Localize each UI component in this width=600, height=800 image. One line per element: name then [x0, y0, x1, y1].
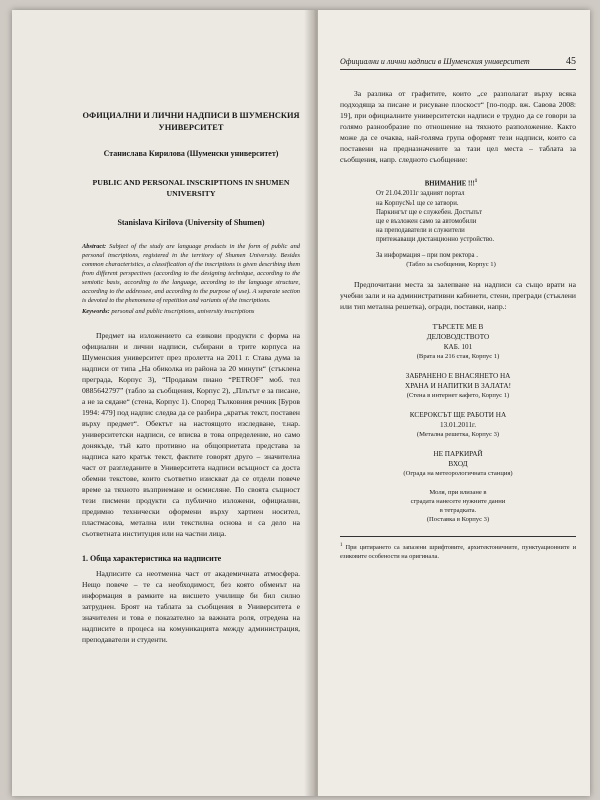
right-paragraph-1: За разлика от графитите, които „се разполагат върху всяка подходяща за писане и рисуване плоскост“ [по-подр. вж. Савова 2008: 19], при официалните университетски надписи е трудно да се говори за голямо разнообразие по отношение на тяхното разположение. Както може да се очаква, най-голяма група оформят тези надписи, които са поставени на предназначените за тази цел места – таблата за съобщения, напр. следното съобщение: — [340, 89, 576, 164]
right-page — [318, 10, 590, 796]
right-page-content — [340, 56, 576, 561]
example-1-line-2: ДЕЛОВОДСТВОТО — [426, 332, 490, 341]
example-3-line-1: КСЕРОКСЪТ ЩЕ РАБОТИ НА — [409, 410, 507, 419]
book-spread — [12, 10, 590, 796]
example-2-line-2: ХРАНА И НАПИТКИ В ЗАЛАТА! — [405, 381, 511, 390]
notice-line-2: на Корпус№1 ще се затвори. — [376, 199, 459, 207]
article-title-en: PUBLIC AND PERSONAL INSCRIPTIONS IN SHUMEN UNIVERSITY — [92, 178, 290, 198]
keywords-text: personal and public inscriptions, university inscriptions — [111, 308, 255, 315]
notice-info: За информация – при пом ректора . — [376, 251, 478, 259]
notice-line-1: От 21.04.2011г задният портал — [376, 190, 465, 198]
author-en: Stanislava Kirilova (University of Shumen) — [117, 218, 265, 227]
example-4-caption: (Ограда на метеорологичната станция) — [403, 469, 513, 477]
notice-line-4: ще е възложен само за автомобили — [376, 218, 477, 226]
running-header — [340, 56, 576, 70]
example-1-line-3: КАБ. 101 — [443, 342, 473, 351]
notice-title-text: ВНИМАНИЕ !!! — [424, 180, 475, 188]
footnote-mark: 1 — [340, 542, 343, 548]
notice-example — [376, 177, 526, 269]
left-page-content — [82, 102, 300, 645]
abstract-label: Abstract: — [82, 243, 107, 250]
example-2 — [340, 371, 576, 400]
example-1 — [340, 322, 576, 361]
example-1-caption: (Врата на 216 стая, Корпус 1) — [416, 352, 500, 360]
notice-footnote-ref: 1 — [474, 179, 478, 184]
notice-line-3: Паркингът ще е служебен. Достъпът — [376, 208, 483, 216]
example-5-caption: (Поставка в Корпус 3) — [426, 515, 490, 523]
body-paragraph-2: Надписите са неотменна част от академичната атмосфера. Нещо повече – те са необходимост, без която обменът на информация в рамките на висшето училище би бил силно затруднен. Броят на таблата за съобщения в Университета е значителен и това е показателно за важната роля, отредена на надписите в процеса на комуникацията между администрация, преподаватели и студенти. — [82, 569, 300, 644]
footnote — [340, 536, 576, 561]
running-head-title: Официални и лични надписи в Шуменския университет — [340, 57, 530, 66]
example-4 — [340, 449, 576, 478]
article-title-line-2: УНИВЕРСИТЕТ — [158, 123, 224, 132]
example-5 — [340, 488, 576, 524]
example-3 — [340, 410, 576, 439]
example-3-caption: (Метална решетка, Корпус 3) — [416, 430, 500, 438]
page-number: 45 — [566, 56, 576, 67]
article-title-line-1: ОФИЦИАЛНИ И ЛИЧНИ НАДПИСИ В ШУМЕНСКИЯ — [82, 111, 300, 120]
example-1-line-1: ТЪРСЕТЕ МЕ В — [432, 322, 484, 331]
keywords — [82, 307, 300, 316]
abstract — [82, 242, 300, 305]
notice-title — [376, 177, 526, 188]
notice-line-5: на преподаватели и служители — [376, 227, 465, 235]
left-page — [12, 10, 312, 796]
keywords-label: Keywords: — [82, 308, 110, 315]
abstract-text: Subject of the study are language products in the form of public and personal inscriptions, registered in the territory of Shumen University. Besides common characteristics, a classification of the inscriptions is given describing them from different perspectives (according to the designing technique, according to the semiotic basis, according to the language, according to the language structure, according to the addressee, and according to the purpose of use). A separate section is devoted to the phenomena of repetition and variants of the inscriptions. — [82, 243, 300, 304]
notice-line-6: притежаващи дистанционно устройство. — [376, 236, 495, 244]
article-title — [82, 110, 300, 134]
example-2-line-1: ЗАБРАНЕНО Е ВНАСЯНЕТО НА — [405, 371, 511, 380]
notice-caption: (Табло за съобщения, Корпус 1) — [406, 260, 496, 268]
example-4-line-1: НЕ ПАРКИРАЙ — [433, 449, 483, 458]
section-heading-1: 1. Обща характеристика на надписите — [82, 554, 222, 563]
example-5-line-3: в тетрадката. — [439, 506, 477, 514]
example-3-line-2: 13.01.2011г. — [439, 420, 476, 429]
example-5-line-2: сградата нанесете нужните данни — [410, 497, 506, 505]
footnote-text: При цитирането са запазени шрифтовите, архитектоничните, пунктуационните и езиковите особености на оригинала. — [340, 544, 576, 561]
author-bg: Станислава Кирилова (Шуменски университет) — [103, 149, 279, 158]
body-paragraph-1: Предмет на изложението са езикови продукти с форма на официални и лични надписи, събирани в трите корпуса на Шуменския университет през пролетта на 2011 г. Става дума за надписи от типа „На обиколка из района за 20 минути“ (стъклена преграда, Корпус 3), “Продавам пиано “PETROF” моб. тел 0885642797” (табло за съобщения, Корпус 2), „Плътът е за писане, а не за сядане“ (стена, Корпус 1). Според Тълковния речник [Буров 1994: 479] под надпис следва да се разбира „кратък текст, поставен върху предмет“. Обектът на настоящото изследване, т.нар. университетски надписи, се вписва в това определение, но само донякъде, тъй като противно на общоприетата представа за надписа като кратък текст, фактите говорят друго – значителна част от разгледаните в Университета надписи всъщност са доста обемни текстове, които съответно изискват да се отдели повече време за тяхното възприемане и осмисляне. По своята същност тези писмени продукти са публично изложени, официални, предимно технически оформени върху хартиен носител, пластмасова, метална или текстилна основа и са дело на съответната институция или на частни лица. — [82, 331, 300, 538]
example-2-caption: (Стена в интернет кафето, Корпус 1) — [406, 391, 510, 399]
right-paragraph-2: Предпочитани места за залепване на надписи са също врати на учебни зали и на административни кабинети, стени, прегради (стъклени или тип метална решетка), огради, поставки, напр.: — [340, 279, 576, 311]
example-5-line-1: Моля, при влизане в — [429, 488, 487, 496]
example-4-line-2: ВХОД — [448, 459, 468, 468]
